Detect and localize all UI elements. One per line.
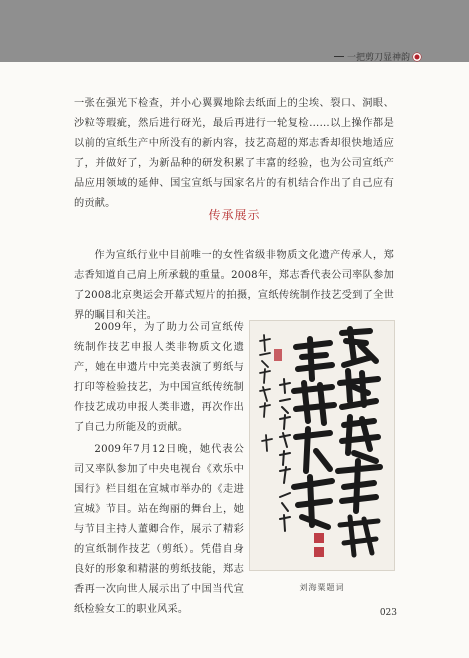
paragraph-4: 2009年7月12日晚，她代表公司又率队参加了中央电视台《欢乐中国行》栏目组在宣城市举办的《走进宣城》节目。站在绚丽的舞台上，她与节目主持人董卿合作，展示了精彩的宣纸制作技艺（剪纸）。凭借自身良好的形象和精湛的剪纸技能，郑志香再一次向世人展示出了中国当代宣纸检验女工的职业风采。 [74, 444, 244, 615]
calligraphy-artwork [250, 321, 394, 570]
seal-emblem-icon [413, 53, 421, 61]
paragraph-2: 作为宣纸行业中目前唯一的女性省级非物质文化遗产传承人，郑志香知道自己肩上所承载的重量。2008年，郑志香代表公司率队参加了2008北京奥运会开幕式短片的拍摄，宣纸传统制作技艺受到了全世界的瞩目和关注。 [74, 250, 394, 321]
brush-inscription-left [260, 335, 272, 451]
red-seal-1 [314, 533, 324, 543]
paragraph-3: 2009年，为了助力公司宣纸传统制作技艺申报人类非物质文化遗产，她在申遗片中完美表演了剪纸与打印等检验技艺，为中国宣纸传统制作技艺成功申报人类非遗，再次作出了自己力所能及的贡献。 [74, 322, 244, 433]
running-header [334, 50, 421, 63]
brush-strokes-large [338, 329, 380, 555]
brush-strokes-middle [294, 339, 334, 527]
page-number: 023 [379, 608, 397, 618]
paragraph-1: 一张在强光下检查，并小心翼翼地除去纸面上的尘埃、裂口、洞眼、沙粒等瑕疵，然后进行砑光，最后再进行一轮复检……以上操作都是以前的宣纸生产中所没有的新内容，技艺高超的郑志香却很快地适应了，并做好了，为新品种的研发积累了丰富的经验，也为公司宣纸产品应用领域的延伸、国宝宣纸与国家名片的有机结合作出了自己应有的贡献。 [74, 98, 394, 209]
brush-inscription-small [280, 379, 290, 531]
calligraphy-image [249, 320, 395, 571]
running-header-text: 一把剪刀显神韵 [346, 53, 410, 63]
section-title: 传承展示 [208, 208, 261, 222]
header-dash [334, 56, 344, 57]
red-seal-2 [314, 547, 324, 557]
figure-caption: 刘海粟题词 [299, 583, 345, 592]
red-seal-3 [274, 349, 282, 361]
